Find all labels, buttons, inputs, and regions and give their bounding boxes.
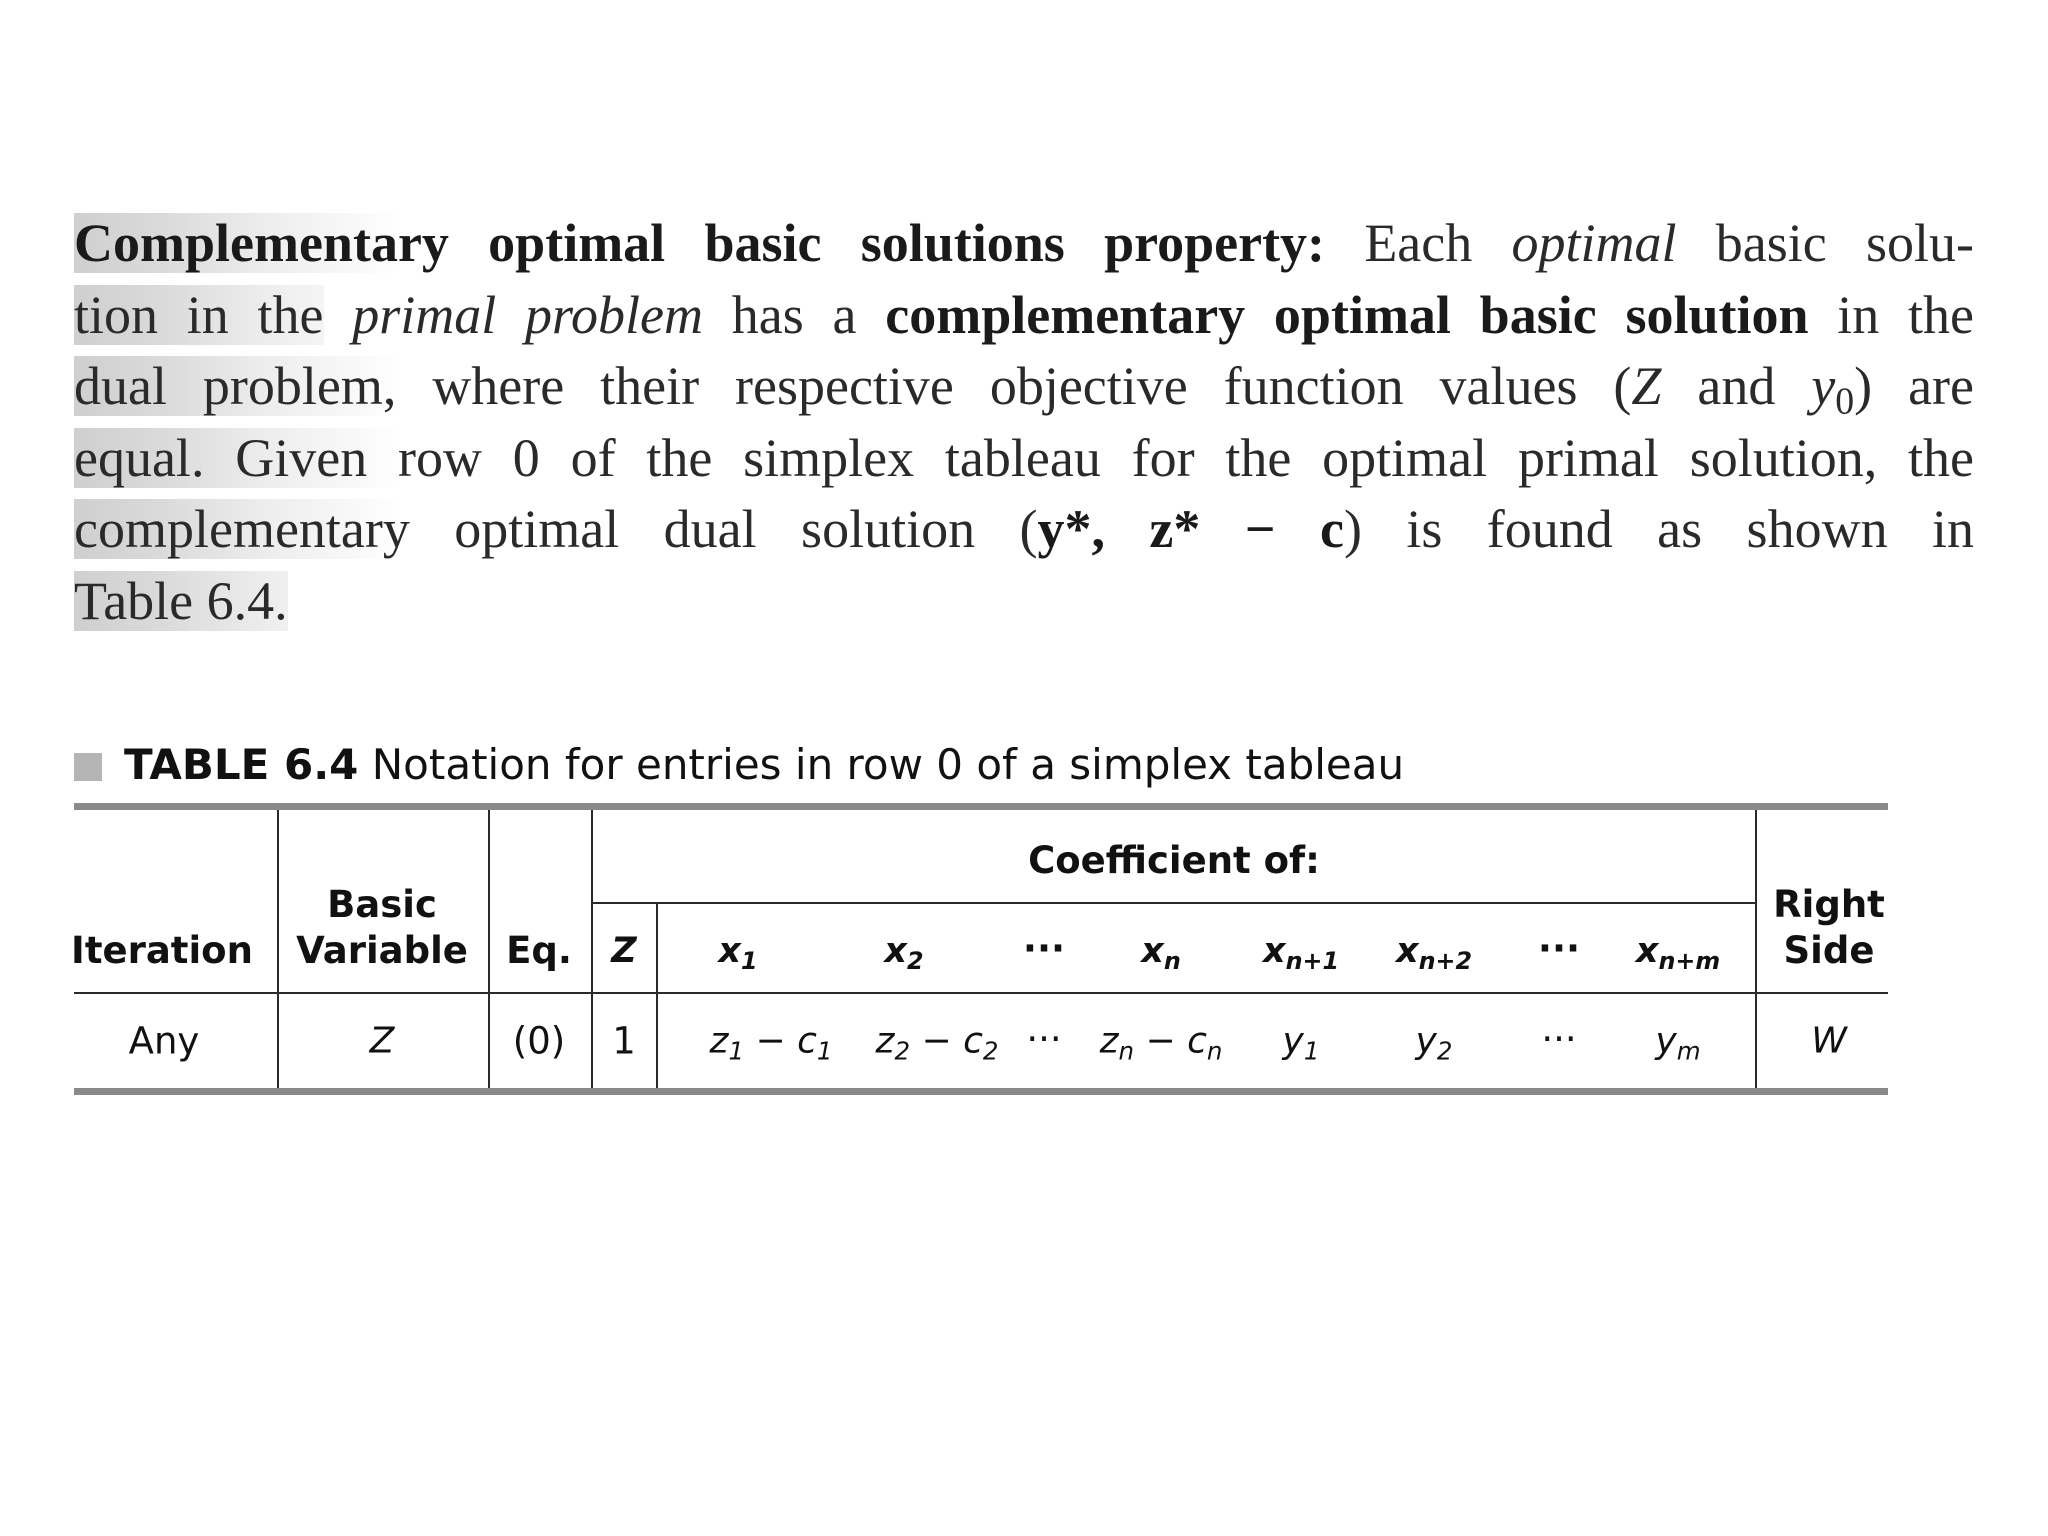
header-ellipsis: ··· (1537, 927, 1581, 970)
paragraph-line-5 (74, 494, 1974, 566)
row-ellipsis: ··· (1026, 1017, 1062, 1061)
header-xn2: $x_{n+2}$ (1395, 930, 1473, 976)
bold-term: complementary optimal basic solution (885, 284, 1809, 345)
math-vector: y*, z* − c (1037, 499, 1344, 559)
emphasis-text: optimal (1511, 213, 1677, 273)
paragraph-line-4 (74, 423, 1974, 495)
header-xn: $x_n$ (1141, 930, 1181, 976)
row-ym: $y_m$ (1655, 1020, 1701, 1066)
scan-shade (74, 213, 1325, 273)
paragraph-line-1 (74, 208, 1974, 280)
text-fragment: in the (1837, 284, 1975, 345)
row-x1-coefficient: $z_1 - c_1$ (709, 1020, 833, 1066)
table-top-rule (74, 803, 1888, 810)
header-ellipsis: ··· (1022, 927, 1066, 970)
coefficient-divider (591, 902, 1757, 904)
text-fragment: ) are (1854, 356, 1975, 416)
math-subscript: 0 (1835, 380, 1855, 423)
header-xnm: $x_{n+m}$ (1635, 930, 1721, 976)
header-xn1: $x_{n+1}$ (1262, 930, 1340, 976)
paragraph-line-2 (74, 280, 1974, 352)
column-divider (656, 902, 658, 1088)
header-basic: Basic (327, 883, 437, 926)
math-var: Z (1631, 356, 1662, 416)
header-coefficient-of: Coefficient of: (1028, 839, 1320, 882)
text-fragment: Each (1364, 213, 1473, 273)
paragraph-line-6 (74, 566, 1974, 638)
table-caption (74, 740, 1404, 790)
column-divider (591, 810, 593, 1088)
header-side: Side (1783, 929, 1875, 972)
emphasis-text: primal problem (352, 284, 704, 345)
row-y2: $y_2$ (1415, 1020, 1453, 1066)
row-right-side: W (1811, 1020, 1847, 1062)
header-iteration: Iteration (71, 929, 253, 972)
table-bottom-rule (74, 1088, 1888, 1095)
paragraph-line-3 (74, 351, 1974, 423)
text-fragment: dual problem, where their respective objective function values ( (74, 356, 1632, 416)
row-z-coefficient: 1 (612, 1019, 636, 1063)
caption-square-icon (74, 753, 102, 781)
property-paragraph (74, 208, 1974, 637)
text-fragment: equal. Given row 0 of the simplex tableau for the optimal primal solution, the (74, 427, 1974, 488)
text-fragment: tion in the (74, 284, 324, 345)
header-variable: Variable (296, 929, 468, 972)
text-fragment: complementary optimal dual solution ( (74, 499, 1038, 559)
table-number: TABLE 6.4 (124, 740, 359, 789)
text-fragment: ) is found as shown in (1343, 499, 1974, 559)
header-x1: $x_1$ (718, 930, 758, 976)
text-fragment: Table 6.4. (74, 570, 288, 631)
row-basic-variable: Z (369, 1020, 395, 1062)
header-divider (74, 992, 1888, 994)
notation-table (71, 803, 1888, 1095)
column-divider (1755, 810, 1757, 1088)
math-var: y (1811, 356, 1836, 416)
row-ellipsis: ··· (1541, 1017, 1577, 1061)
header-x2: $x_2$ (884, 930, 924, 976)
row-x2-coefficient: $z_2 - c_2$ (875, 1020, 999, 1066)
caption-text: Notation for entries in row 0 of a simplex tableau (371, 740, 1405, 789)
text-fragment: has a (731, 284, 857, 345)
property-term: Complementary optimal basic solutions property: (74, 213, 1326, 273)
header-right: Right (1773, 883, 1885, 926)
row-xn-coefficient: $z_n - c_n$ (1099, 1020, 1223, 1066)
row-iteration: Any (128, 1019, 200, 1063)
header-z: Z (611, 931, 637, 971)
header-eq: Eq. (506, 929, 572, 972)
column-divider (488, 810, 490, 1088)
column-divider (277, 810, 279, 1088)
row-y1: $y_1$ (1282, 1020, 1320, 1066)
row-eq: (0) (512, 1019, 566, 1063)
text-fragment: basic solu- (1715, 213, 1974, 273)
text-fragment: and (1661, 356, 1812, 416)
